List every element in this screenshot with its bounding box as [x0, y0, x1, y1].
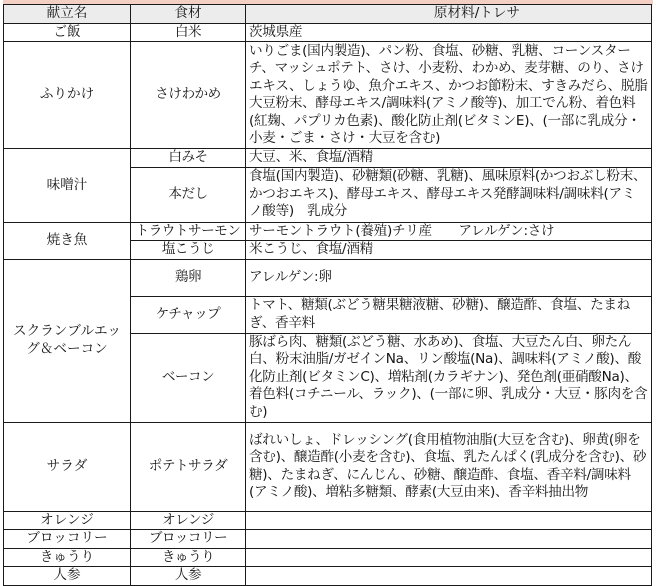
ingredient-cell: ブロッコリー	[131, 530, 246, 549]
ingredient-cell: きゅうり	[131, 548, 246, 567]
menu-cell: 味噌汁	[4, 149, 131, 223]
raw-materials-cell: いりごま(国内製造)、パン粉、食塩、砂糖、乳糖、コーンスターチ、マッシュポテト、さけ、小麦粉、わかめ、麦芽糖、のり、さけエキス、しょうゆ、魚介エキス、かつお節粉末、すきみだら、脱脂大豆粉末、酵母エキス/調味料(アミノ酸等)、加工でん粉、着色料(紅麹、パプリカ色素)、酸化防止剤(ビタミンE)、(一部に乳成分・小麦・ごま・さけ・大豆を含む)	[246, 42, 652, 149]
raw-materials-cell: アレルゲン:卵	[246, 259, 652, 296]
ingredients-table	[3, 4, 652, 586]
ingredient-cell: ポテトサラダ	[131, 422, 246, 511]
menu-cell: 焼き魚	[4, 222, 131, 259]
table-row	[4, 530, 652, 549]
raw-materials-cell: 米こうじ、食塩/酒精	[246, 241, 652, 260]
raw-materials-cell: 大豆、米、食塩/酒精	[246, 149, 652, 168]
allergen-sheet	[3, 0, 653, 583]
raw-materials-cell: サーモントラウト(養殖)チリ産 アレルゲン:さけ	[246, 222, 652, 241]
header-ingredient: 食材	[131, 5, 246, 24]
ingredient-cell: トラウトサーモン	[131, 222, 246, 241]
raw-materials-cell: トマト、糖類(ぶどう糖果糖液糖、砂糖)、醸造酢、食塩、たまねぎ、香辛料	[246, 296, 652, 333]
ingredient-cell: さけわかめ	[131, 42, 246, 149]
table-row	[4, 567, 652, 586]
ingredient-cell: 塩こうじ	[131, 241, 246, 260]
raw-materials-cell: 豚ばら肉、糖類(ぶどう糖、水あめ)、食塩、大豆たん白、卵たん白、粉末油脂/ガゼインNa、リン酸塩(Na)、調味料(アミノ酸)、酸化防止剤(ビタミンC)、増粘剤(カラギナン)、発色剤(亜硝酸Na)、着色料(コチニール、ラック)、(一部に卵、乳成分・大豆・豚肉を含む)	[246, 333, 652, 422]
menu-cell: ふりかけ	[4, 42, 131, 149]
menu-cell: 人参	[4, 567, 131, 586]
menu-cell: スクランブルエッグ＆ベーコン	[4, 259, 131, 422]
raw-materials-cell	[246, 511, 652, 530]
menu-cell: サラダ	[4, 422, 131, 511]
header-row	[4, 5, 652, 24]
raw-materials-cell	[246, 548, 652, 567]
ingredient-cell: ケチャップ	[131, 296, 246, 333]
raw-materials-cell: 食塩(国内製造)、砂糖類(砂糖、乳糖)、風味原料(かつおぶし粉末、かつおエキス)、酵母エキス、酵母エキス発酵調味料/調味料(アミノ酸等) 乳成分	[246, 167, 652, 222]
table-row	[4, 422, 652, 511]
header-menu: 献立名	[4, 5, 131, 24]
table-row	[4, 149, 652, 168]
table-row	[4, 259, 652, 296]
raw-materials-cell: 茨城県産	[246, 23, 652, 42]
menu-cell: オレンジ	[4, 511, 131, 530]
table-row	[4, 42, 652, 149]
table-row	[4, 23, 652, 42]
ingredient-cell: 本だし	[131, 167, 246, 222]
table-row	[4, 511, 652, 530]
raw-materials-cell	[246, 567, 652, 586]
table-row	[4, 548, 652, 567]
menu-cell: ご飯	[4, 23, 131, 42]
header-raw-materials: 原材料/トレサ	[246, 5, 652, 24]
ingredient-cell: 白みそ	[131, 149, 246, 168]
ingredient-cell: オレンジ	[131, 511, 246, 530]
raw-materials-cell: ばれいしょ、ドレッシング(食用植物油脂(大豆を含む)、卵黄(卵を含む)、醸造酢(小麦を含む)、食塩、乳たんぱく(乳成分を含む)、砂糖)、たまねぎ、にんじん、砂糖、醸造酢、食塩、香辛料/調味料(アミノ酸)、増粘多糖類、酵素(大豆由来)、香辛料抽出物	[246, 422, 652, 511]
ingredient-cell: ベーコン	[131, 333, 246, 422]
ingredient-cell: 白米	[131, 23, 246, 42]
table-row	[4, 222, 652, 241]
menu-cell: きゅうり	[4, 548, 131, 567]
ingredient-cell: 鶏卵	[131, 259, 246, 296]
raw-materials-cell	[246, 530, 652, 549]
ingredient-cell: 人参	[131, 567, 246, 586]
menu-cell: ブロッコリー	[4, 530, 131, 549]
